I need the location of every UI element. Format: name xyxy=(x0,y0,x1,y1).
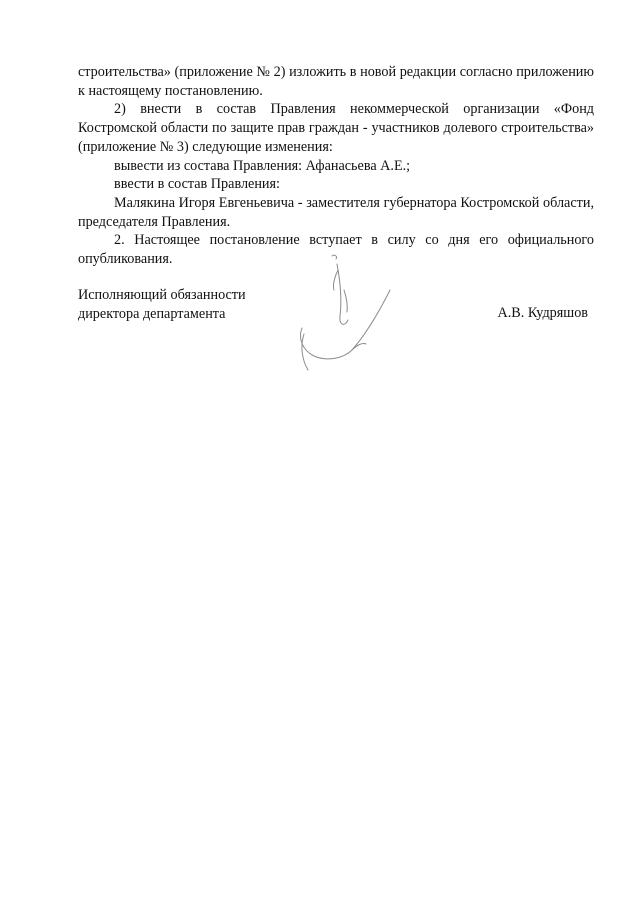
signatory-title-line2: директора департамента xyxy=(78,305,226,322)
paragraph-add-member: Малякина Игоря Евгеньевича - заместителя губернатора Костромской области, председателя Правления. xyxy=(78,194,594,230)
paragraph-remove-member: вывести из состава Правления: Афанасьева А.Е.; xyxy=(114,157,411,174)
document-body xyxy=(78,63,594,269)
handwritten-signature xyxy=(292,250,402,375)
signatory-title-line1: Исполняющий обязанности xyxy=(78,287,246,303)
paragraph-add-member-heading: ввести в состав Правления: xyxy=(114,176,280,193)
paragraph-effective-date: 2. Настоящее постановление вступает в силу со дня его официального опубликования. xyxy=(78,232,594,268)
signatory-name: А.В. Кудряшов xyxy=(497,305,588,321)
paragraph-continuation: строительства» (приложение № 2) изложить в новой редакции согласно приложению к настоящему постановлению. xyxy=(78,64,594,99)
signatory-title xyxy=(78,286,246,323)
paragraph-board-changes: 2) внести в состав Правления некоммерческой организации «Фонд Костромской области по защите прав граждан - участников долевого строительства» (приложение № 3) следующие изменения: xyxy=(78,101,594,155)
